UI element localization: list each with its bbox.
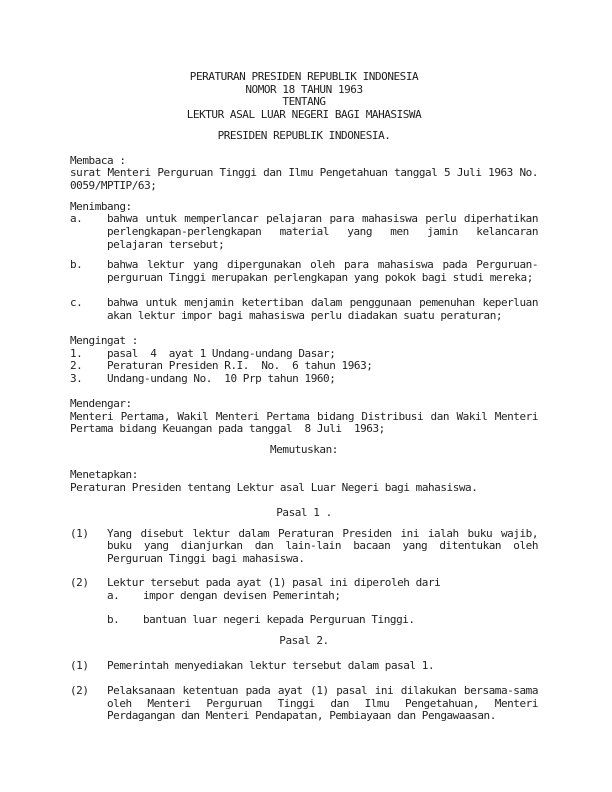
item-line: impor dengan devisen Pemerintah; [143,588,341,602]
item-marker: 2. [70,359,83,373]
item-line: pelajaran tersebut; [107,237,225,251]
item-body [107,577,538,626]
membaca-line: 0059/MPTIP/63; [70,179,157,193]
item-marker: (1) [70,658,89,672]
article-item [70,660,538,673]
item-line: perguruan Tinggi merupakan perlengkapan yang pokok bagi studi mereka; [107,271,533,285]
issuer-heading [70,130,538,143]
mengingat-label: Mengingat : [70,334,138,347]
item-marker: 1. [70,346,83,360]
pasal-2-heading [70,635,538,648]
pasal-heading-line: Pasal 1 . [276,506,332,520]
item-marker: 3. [70,371,83,385]
memutuskan-line: Memutuskan: [270,443,338,457]
consideration-item-b [70,259,538,284]
item-line: buku yang dianjurkan dan lain-lain bacaan yang ditentukan oleh [107,539,538,553]
item-line: Pemerintah menyediakan lektur tersebut dalam pasal 1. [107,658,435,672]
item-marker: b. [70,258,83,272]
item-line: bantuan luar negeri kepada Perguruan Tinggi. [143,613,415,626]
item-body [107,685,538,723]
item-line: Peraturan Presiden R.I. No. 6 tahun 1963; [107,359,373,373]
consideration-item-a [70,213,538,251]
issuer-line: PRESIDEN REPUBLIK INDONESIA. [217,128,391,142]
sub-item-a [107,590,538,603]
item-marker: c. [70,296,83,310]
doc-title-line: TENTANG [282,95,326,109]
item-line: bahwa lektur yang dipergunakan oleh para mahasiswa pada Perguruan- [107,258,538,272]
menetapkan-label: Menetapkan: [70,468,138,482]
mendengar-line: Menteri Pertama, Wakil Menteri Pertama bidang Distribusi dan Wakil Menteri [70,409,538,423]
item-body [107,259,538,284]
membaca-label: Membaca : [70,153,126,167]
section-menetapkan [70,469,538,494]
doc-title [70,71,538,122]
item-body [107,297,538,322]
item-marker: (2) [70,576,89,590]
doc-title-line: PERATURAN PRESIDEN REPUBLIK INDONESIA [189,70,419,83]
doc-title-line: LEKTUR ASAL LUAR NEGERI BAGI MAHASISWA [186,107,422,121]
item-line: oleh Menteri Perguruan Tinggi dan Ilmu Pengetahuan, Menteri [107,696,538,710]
item-marker: (2) [70,683,89,697]
mendengar-line: Pertama bidang Keuangan pada tanggal 8 Juli 1963; [70,422,385,436]
item-line: Perdagangan dan Menteri Pendapatan, Pembiayaan dan Pengawaasan. [107,709,496,723]
item-line: Yang disebut lektur dalam Peraturan Presiden ini ialah buku wajib, [107,526,538,540]
item-body [107,528,538,566]
menimbang-label: Menimbang: [70,199,132,213]
item-line: akan lektur impor bagi mahasiswa perlu diadakan suatu peraturan; [107,308,503,322]
item-line: Lektur tersebut pada ayat (1) pasal ini diperoleh dari [107,576,441,590]
section-mendengar [70,398,538,436]
item-line: Perguruan Tinggi bagi mahasiswa. [107,552,305,566]
mendengar-label: Mendengar: [70,397,132,411]
membaca-line: surat Menteri Perguruan Tinggi dan Ilmu Pengetahuan tanggal 5 Juli 1963 No. [70,166,538,180]
item-marker: b. [107,613,120,626]
consideration-item-c [70,297,538,322]
sub-item-b [107,614,538,627]
item-line: Pelaksanaan ketentuan pada ayat (1) pasal ini dilakukan bersama-sama [107,683,538,697]
item-line: bahwa untuk memperlancar pelajaran para mahasiswa perlu diperhatikan [107,212,538,226]
article-item [70,685,538,723]
item-marker: a. [107,588,120,602]
item-marker: (1) [70,526,89,540]
menetapkan-text: Peraturan Presiden tentang Lektur asal Luar Negeri bagi mahasiswa. [70,480,478,494]
pasal-1-heading [70,507,538,520]
memutuskan-heading [70,444,538,457]
legal-basis-item-3 [70,373,538,386]
item-line: Undang-undang No. 10 Prp tahun 1960; [107,371,336,385]
section-membaca [70,155,538,193]
doc-title-line: NOMOR 18 TAHUN 1963 [245,82,363,96]
pasal-heading-line: Pasal 2. [279,633,329,647]
item-line: bahwa untuk menjamin ketertiban dalam penggunaan pemenuhan keperluan [107,296,538,310]
item-marker: a. [70,212,83,226]
item-body [107,213,538,251]
item-line: perlengkapan-perlengkapan material yang men jamin kelancaran [107,225,538,239]
article-item [70,577,538,626]
item-line: pasal 4 ayat 1 Undang-undang Dasar; [107,346,336,360]
article-item [70,528,538,566]
